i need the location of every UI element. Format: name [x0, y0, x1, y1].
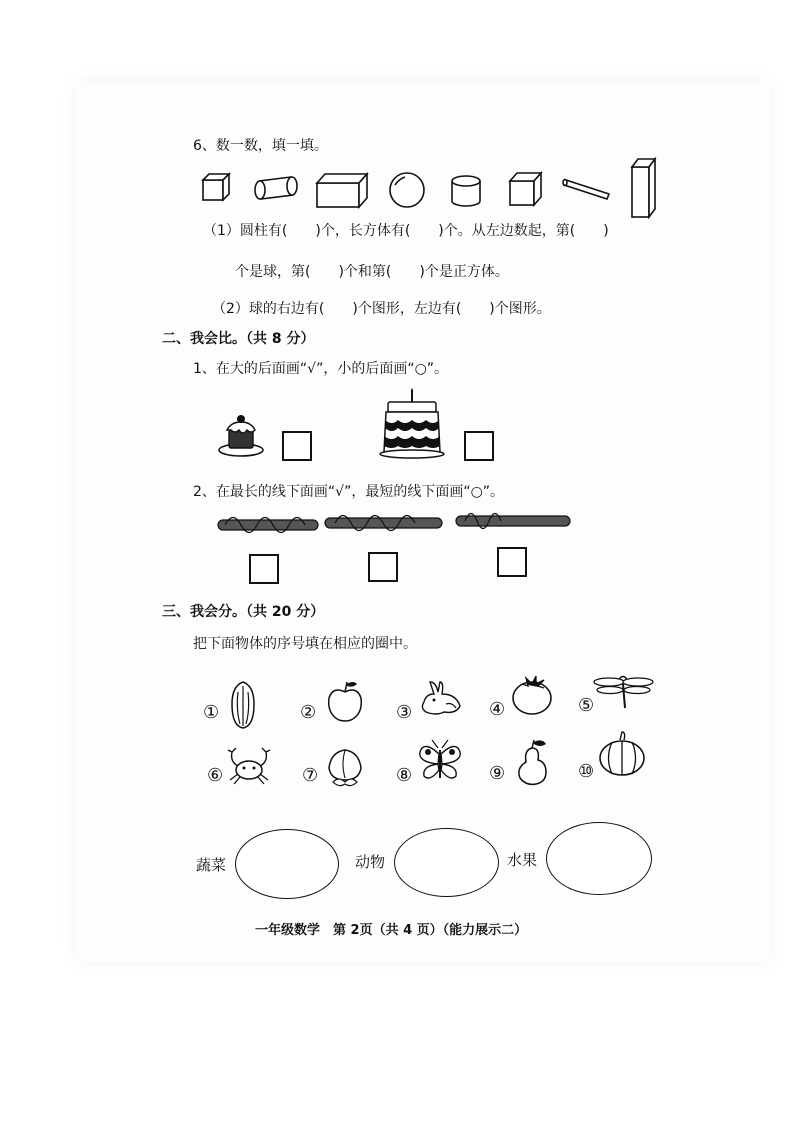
- item-number: ⑤: [578, 695, 595, 716]
- pear-icon: [512, 738, 552, 786]
- small-cake-icon: [217, 412, 267, 460]
- section2-q2: 2、在最长的线下面画“√”，最短的线下面画“○”。: [193, 484, 505, 500]
- item-number: ⑥: [207, 765, 224, 786]
- oval-fruit[interactable]: [546, 822, 652, 895]
- pumpkin-icon: [597, 730, 647, 778]
- section2-q1: 1、在大的后面画“√”，小的后面画“○”。: [193, 361, 449, 377]
- tall-cuboid-icon: [632, 159, 655, 217]
- stick-2: [325, 516, 442, 531]
- item-number: ④: [489, 699, 506, 720]
- cube-icon: [510, 173, 541, 205]
- item-number: ⑩: [578, 761, 595, 782]
- q6-line1: （1）圆柱有( )个，长方体有( )个。从左边数起，第( ): [203, 223, 609, 239]
- rabbit-icon: [416, 680, 464, 720]
- shapes-row: [195, 155, 665, 225]
- stick-3: [456, 514, 570, 529]
- group-label-fruit: 水果: [507, 851, 538, 869]
- stick-cylinder-icon: [563, 180, 609, 200]
- oval-animal[interactable]: [394, 828, 499, 897]
- crab-icon: [226, 744, 272, 786]
- butterfly-icon: [416, 738, 464, 784]
- big-cake-icon: [378, 388, 446, 460]
- answer-box-small-cake[interactable]: [282, 431, 312, 461]
- answer-box-big-cake[interactable]: [464, 431, 494, 461]
- oval-vegetable[interactable]: [235, 829, 339, 899]
- cylinder-lying-icon: [255, 177, 297, 199]
- sphere-icon: [390, 173, 424, 207]
- section2-heading: 二、我会比。（共 8 分）: [162, 331, 315, 347]
- answer-box-stick-2[interactable]: [368, 552, 398, 582]
- item-number: ③: [396, 702, 413, 723]
- answer-box-stick-3[interactable]: [497, 547, 527, 577]
- item-number: ⑨: [489, 763, 506, 784]
- section3-instruction: 把下面物体的序号填在相应的圈中。: [193, 636, 417, 652]
- answer-box-stick-1[interactable]: [249, 554, 279, 584]
- cylinder-icon: [452, 176, 480, 206]
- sticks-row: [215, 510, 580, 540]
- q6-line3: （2）球的右边有( )个图形，左边有( )个图形。: [212, 301, 551, 317]
- stick-1: [218, 518, 318, 533]
- cube-icon: [203, 174, 229, 200]
- dragonfly-icon: [593, 670, 655, 710]
- item-number: ⑧: [396, 765, 413, 786]
- group-label-animal: 动物: [355, 853, 386, 871]
- item-number: ②: [300, 702, 317, 723]
- apple-icon: [325, 678, 365, 724]
- page-footer: 一年级数学 第 2页（共 4 页）（能力展示二）: [255, 923, 528, 938]
- tomato-icon: [510, 672, 554, 716]
- q6-title: 6、数一数，填一填。: [193, 138, 328, 154]
- item-number: ①: [203, 702, 220, 723]
- peach-icon: [325, 744, 365, 788]
- item-number: ⑦: [302, 765, 319, 786]
- cuboid-icon: [317, 174, 367, 207]
- cabbage-icon: [228, 680, 258, 730]
- section3-heading: 三、我会分。（共 20 分）: [162, 604, 325, 620]
- q6-line2: 个是球，第( )个和第( )个是正方体。: [235, 264, 509, 280]
- group-label-vegetable: 蔬菜: [196, 856, 227, 874]
